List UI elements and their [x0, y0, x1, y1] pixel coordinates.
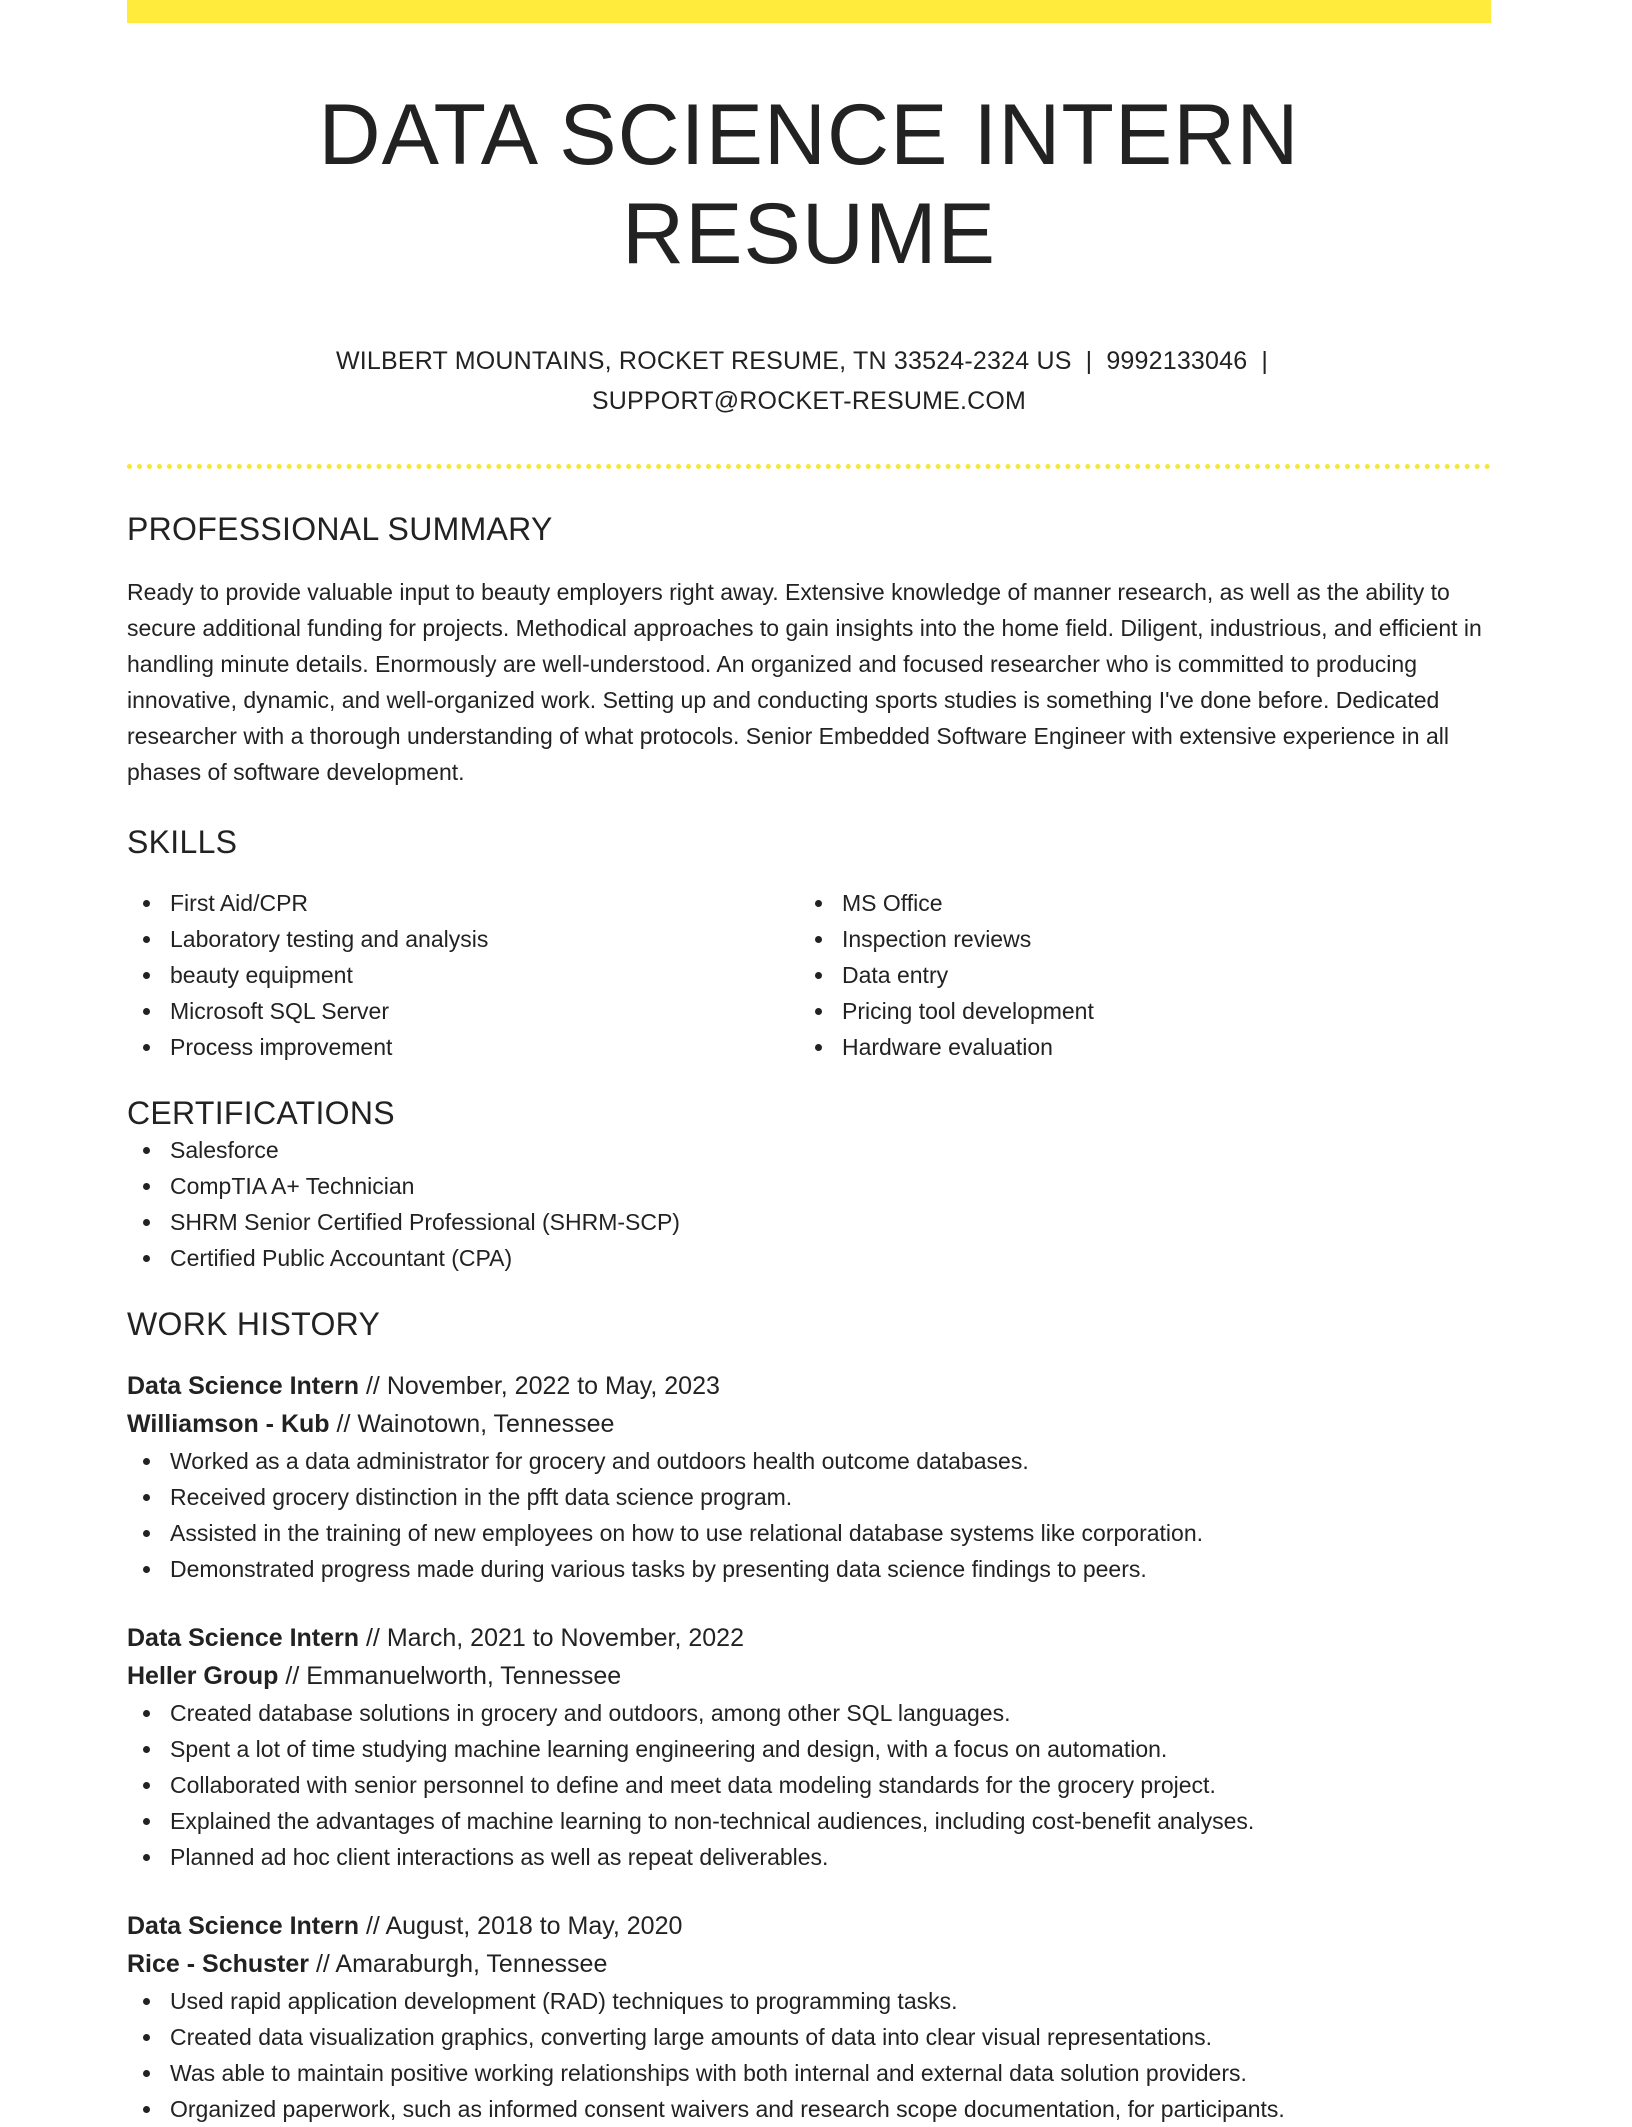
- job-location: Amaraburgh, Tennessee: [335, 1950, 608, 1979]
- job-dates: March, 2021 to November, 2022: [386, 1624, 744, 1653]
- job-location: Emmanuelworth, Tennessee: [306, 1662, 622, 1691]
- job-dates: November, 2022 to May, 2023: [386, 1372, 720, 1401]
- job-company-line: [127, 1405, 1491, 1443]
- job-bullet: Received grocery distinction in the pfft data science program.: [170, 1479, 1491, 1515]
- skill-item: Data entry: [842, 957, 1471, 993]
- contact-email[interactable]: SUPPORT@ROCKET-RESUME.COM: [591, 387, 1027, 416]
- job-bullet: Collaborated with senior personnel to define and meet data modeling standards for the grocery project.: [170, 1767, 1491, 1803]
- skill-item: Hardware evaluation: [842, 1029, 1471, 1065]
- skill-item: Inspection reviews: [842, 921, 1471, 957]
- job-entry: [127, 1907, 1491, 2127]
- job-bullet: Demonstrated progress made during various tasks by presenting data science findings to peers.: [170, 1551, 1491, 1587]
- job-title: Data Science Intern: [127, 1624, 360, 1653]
- job-title: Data Science Intern: [127, 1912, 360, 1941]
- job-title-line: [127, 1907, 1491, 1945]
- resume-title: DATA SCIENCE INTERN RESUME: [318, 87, 1300, 282]
- contact-address: WILBERT MOUNTAINS, ROCKET RESUME, TN 33524-2324 US: [335, 347, 1072, 376]
- job-bullet: Organized paperwork, such as informed consent waivers and research scope documentation, for participants.: [170, 2091, 1491, 2127]
- job-entry: [127, 1619, 1491, 1875]
- skills-grid: [127, 885, 1491, 1065]
- job-separator: //: [359, 1372, 387, 1401]
- skill-item: Laboratory testing and analysis: [170, 921, 799, 957]
- contact-phone: 9992133046: [1106, 347, 1248, 376]
- job-bullet: Created data visualization graphics, converting large amounts of data into clear visual representations.: [170, 2019, 1491, 2055]
- skills-heading: SKILLS: [127, 824, 238, 861]
- job-bullet-list: [127, 1983, 1491, 2127]
- accent-bar: [127, 0, 1491, 23]
- job-separator: //: [278, 1662, 307, 1691]
- header-divider: [127, 464, 1491, 469]
- skills-list-left: [127, 885, 799, 1065]
- job-entry: [127, 1367, 1491, 1587]
- skill-item: Microsoft SQL Server: [170, 993, 799, 1029]
- work-history-heading: WORK HISTORY: [127, 1306, 381, 1343]
- job-company: Heller Group: [127, 1662, 279, 1691]
- certification-item: Salesforce: [170, 1132, 1491, 1168]
- job-company: Rice - Schuster: [127, 1950, 310, 1979]
- skill-item: MS Office: [842, 885, 1471, 921]
- skill-item: Process improvement: [170, 1029, 799, 1065]
- job-separator: //: [359, 1624, 387, 1653]
- skill-item: Pricing tool development: [842, 993, 1471, 1029]
- job-bullet: Worked as a data administrator for grocery and outdoors health outcome databases.: [170, 1443, 1491, 1479]
- certification-item: CompTIA A+ Technician: [170, 1168, 1491, 1204]
- skill-item: beauty equipment: [170, 957, 799, 993]
- certification-item: SHRM Senior Certified Professional (SHRM-SCP): [170, 1204, 1491, 1240]
- certifications-list: [127, 1132, 1491, 1276]
- job-bullet: Spent a lot of time studying machine learning engineering and design, with a focus on automation.: [170, 1731, 1491, 1767]
- job-dates: August, 2018 to May, 2020: [385, 1912, 683, 1941]
- skills-list-right: [799, 885, 1471, 1065]
- job-bullet: Was able to maintain positive working relationships with both internal and external data solution providers.: [170, 2055, 1491, 2091]
- job-location: Wainotown, Tennessee: [357, 1410, 615, 1439]
- certifications-heading: CERTIFICATIONS: [127, 1095, 395, 1132]
- job-bullet: Assisted in the training of new employees on how to use relational database systems like corporation.: [170, 1515, 1491, 1551]
- job-title: Data Science Intern: [127, 1372, 360, 1401]
- summary-heading: PROFESSIONAL SUMMARY: [127, 511, 553, 548]
- job-title-line: [127, 1619, 1491, 1657]
- job-bullet-list: [127, 1443, 1491, 1587]
- job-company-line: [127, 1945, 1491, 1983]
- contact-separator: |: [1261, 347, 1269, 376]
- skills-column-left: [127, 885, 799, 1065]
- job-bullet: Planned ad hoc client interactions as well as repeat deliverables.: [170, 1839, 1491, 1875]
- contact-info: [127, 341, 1491, 421]
- skill-item: First Aid/CPR: [170, 885, 799, 921]
- job-bullet: Explained the advantages of machine learning to non-technical audiences, including cost-benefit analyses.: [170, 1803, 1491, 1839]
- job-title-line: [127, 1367, 1491, 1405]
- job-company-line: [127, 1657, 1491, 1695]
- job-bullet: Used rapid application development (RAD) techniques to programming tasks.: [170, 1983, 1491, 2019]
- job-bullet-list: [127, 1695, 1491, 1875]
- job-separator: //: [329, 1410, 358, 1439]
- job-bullet: Created database solutions in grocery and outdoors, among other SQL languages.: [170, 1695, 1491, 1731]
- job-company: Williamson - Kub: [127, 1410, 330, 1439]
- resume-page: [127, 0, 1491, 2127]
- contact-separator: |: [1085, 347, 1093, 376]
- skills-column-right: [799, 885, 1471, 1065]
- job-separator: //: [359, 1912, 386, 1941]
- certification-item: Certified Public Accountant (CPA): [170, 1240, 1491, 1276]
- job-separator: //: [309, 1950, 336, 1979]
- summary-text: Ready to provide valuable input to beauty employers right away. Extensive knowledge of manner research, as well as the ability to secure additional funding for projects. Methodical approaches to gain insights into the home field. Diligent, industrious, and efficient in handling minute details. Enormously are well-understood. An organized and focused researcher who is committed to producing innovative, dynamic, and well-organized work. Setting up and conducting sports studies is something I've done before. Dedicated researcher with a thorough understanding of what protocols. Senior Embedded Software Engineer with extensive experience in all phases of software development.: [127, 579, 1482, 786]
